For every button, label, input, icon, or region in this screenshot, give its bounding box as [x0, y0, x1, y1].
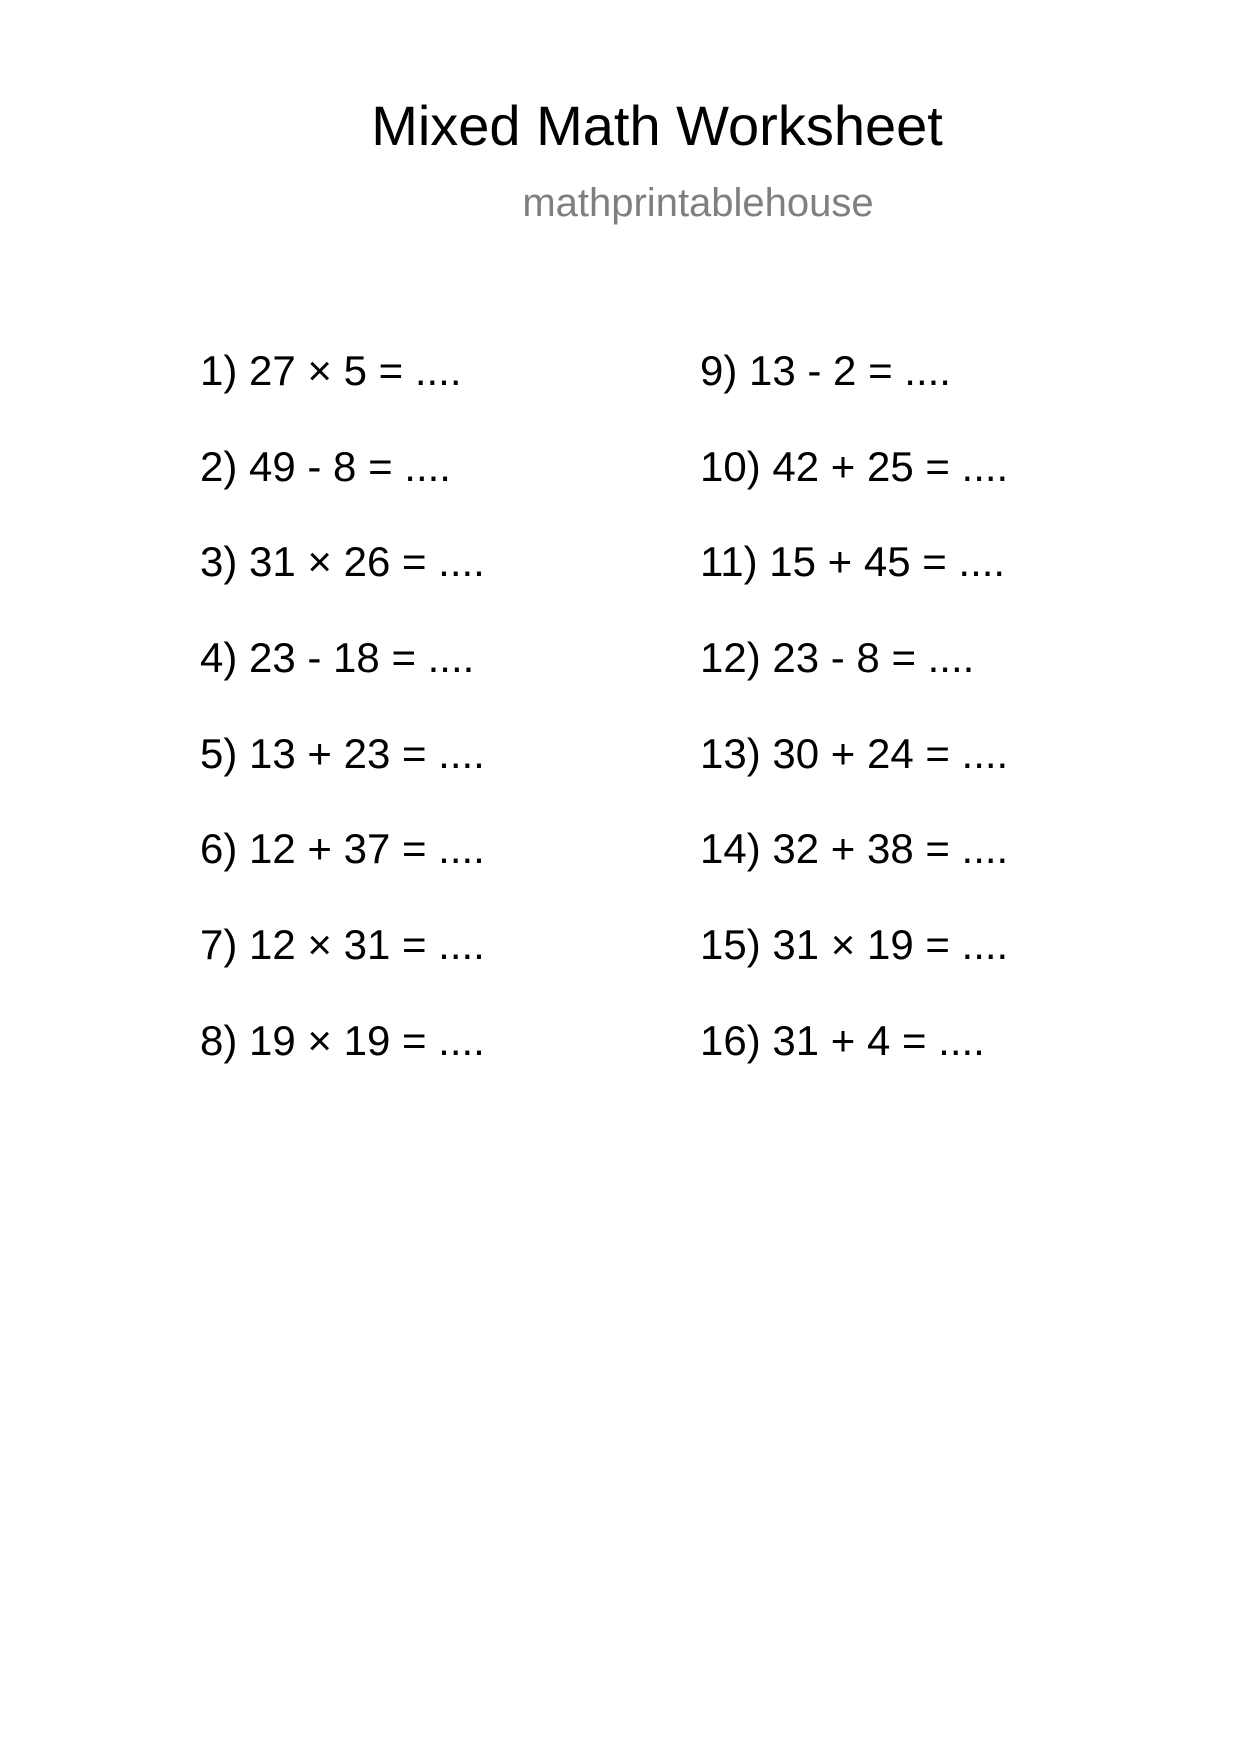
- problem-item: 11) 15 + 45 = ....: [700, 538, 1006, 586]
- problem-item: 16) 31 + 4 = ....: [700, 1016, 985, 1064]
- problem-item: 15) 31 × 19 = ....: [700, 921, 1009, 969]
- problem-item: 8) 19 × 19 = ....: [200, 1016, 485, 1064]
- page-title: Mixed Math Worksheet: [371, 94, 943, 157]
- problem-item: 13) 30 + 24 = ....: [700, 729, 1009, 777]
- problem-item: 4) 23 - 18 = ....: [200, 634, 475, 682]
- problem-item: 14) 32 + 38 = ....: [700, 825, 1009, 873]
- problem-item: 9) 13 - 2 = ....: [700, 347, 951, 394]
- site-watermark: mathprintablehouse: [522, 181, 874, 225]
- problem-item: 5) 13 + 23 = ....: [200, 729, 485, 777]
- problem-item: 12) 23 - 8 = ....: [700, 634, 975, 682]
- problem-item: 3) 31 × 26 = ....: [200, 538, 485, 586]
- problem-item: 7) 12 × 31 = ....: [200, 921, 485, 969]
- problem-column-right: [700, 347, 1009, 1116]
- problem-column-left: [200, 347, 485, 1116]
- problem-item: 1) 27 × 5 = ....: [200, 347, 462, 394]
- problem-item: 2) 49 - 8 = ....: [200, 442, 451, 490]
- problem-item: 6) 12 + 37 = ....: [200, 825, 485, 873]
- problem-item: 10) 42 + 25 = ....: [700, 442, 1009, 490]
